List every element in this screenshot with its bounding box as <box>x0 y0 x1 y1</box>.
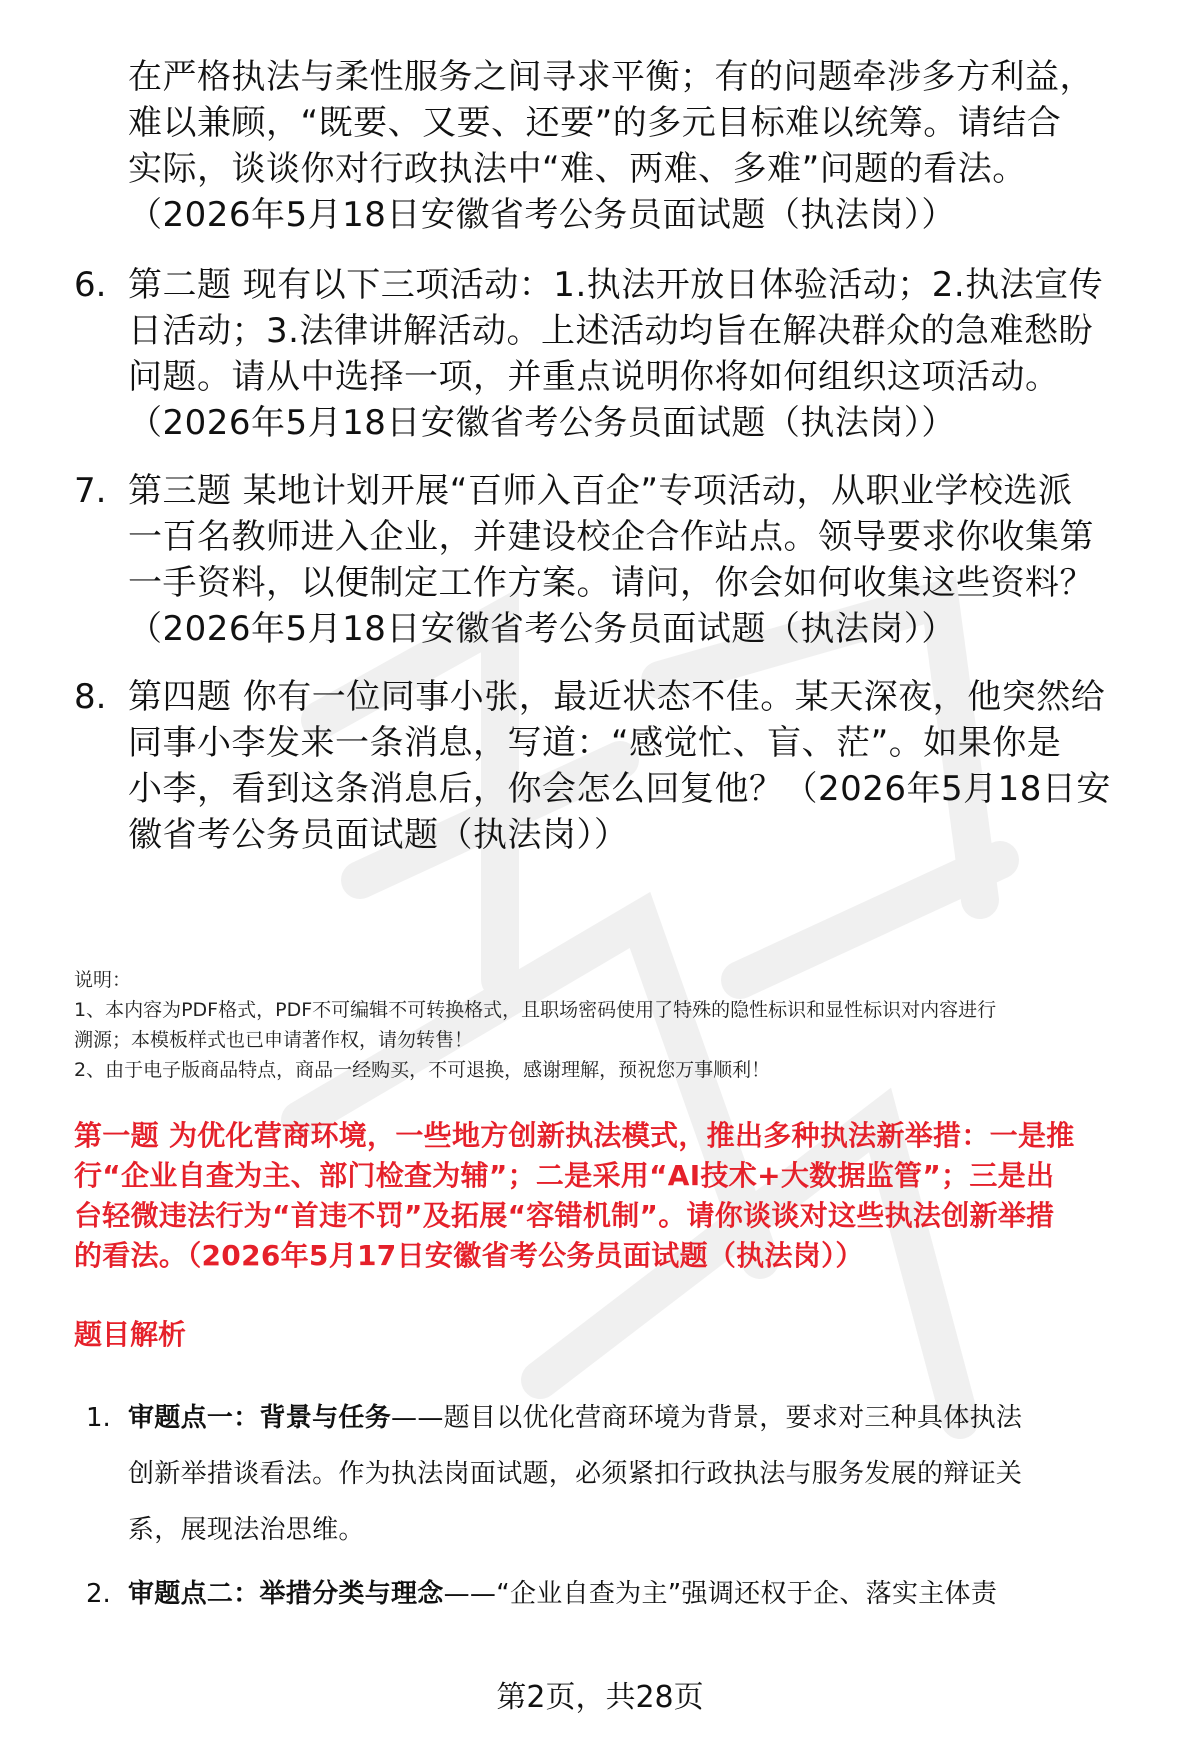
analysis-item-number: 2. <box>86 1579 111 1609</box>
analysis-item-number: 1. <box>86 1403 111 1433</box>
question-number: 7. <box>74 471 107 511</box>
question-text-line: 第三题 某地计划开展“百师入百企”专项活动，从职业学校选派 <box>128 471 1073 511</box>
analysis-item-line: 系，展现法治思维。 <box>128 1515 365 1545</box>
question-text-line: 在严格执法与柔性服务之间寻求平衡；有的问题牵涉多方利益， <box>128 57 1094 97</box>
notes-item-1-cont: 溯源；本模板样式也已申请著作权，请勿转售！ <box>74 1029 474 1051</box>
analysis-item-line: 创新举措谈看法。作为执法岗面试题，必须紧扣行政执法与服务发展的辩证关 <box>128 1459 1023 1489</box>
question-source-line: （2026年5月18日安徽省考公务员面试题（执法岗）） <box>128 609 956 649</box>
question-text-line: 难以兼顾，“既要、又要、还要”的多元目标难以统筹。请结合 <box>128 103 1062 143</box>
analysis-heading: 题目解析 <box>74 1318 187 1351</box>
question-source-line: （2026年5月18日安徽省考公务员面试题（执法岗）） <box>128 195 956 235</box>
page-footer: 第2页，共28页 <box>496 1680 704 1715</box>
question-text-line: 一百名教师进入企业，并建设校企合作站点。领导要求你收集第 <box>128 517 1094 557</box>
question-source-line: （2026年5月18日安徽省考公务员面试题（执法岗）） <box>128 403 956 443</box>
analysis-item-title: 审题点二：举措分类与理念 <box>128 1579 444 1609</box>
analysis-item-line <box>128 1566 1148 1622</box>
analysis-item-line <box>128 1390 1148 1446</box>
question-number: 6. <box>74 265 107 305</box>
red-question-line: 台轻微违法行为“首违不罚”及拓展“容错机制”。请你谈谈对这些执法创新举措 <box>74 1199 1055 1232</box>
notes-item-1: 1、本内容为PDF格式，PDF不可编辑不可转换格式，且职场密码使用了特殊的隐性标识和显性标识对内容进行 <box>74 999 997 1021</box>
red-question-line: 行“企业自查为主、部门检查为辅”；二是采用“AI技术+大数据监管”；三是出 <box>74 1159 1055 1192</box>
question-text-line: 日活动；3.法律讲解活动。上述活动均旨在解决群众的急难愁盼 <box>128 311 1093 351</box>
question-text-line: 徽省考公务员面试题（执法岗）） <box>128 815 629 855</box>
question-number: 8. <box>74 677 107 717</box>
notes-heading: 说明： <box>74 969 132 991</box>
question-text-line: 实际，谈谈你对行政执法中“难、两难、多难”问题的看法。 <box>128 149 1027 189</box>
question-text-line: 第二题 现有以下三项活动：1.执法开放日体验活动；2.执法宣传 <box>128 265 1104 305</box>
analysis-item-title: 审题点一：背景与任务 <box>128 1403 392 1433</box>
question-text-line: 第四题 你有一位同事小张，最近状态不佳。某天深夜，他突然给 <box>128 677 1106 717</box>
analysis-item-text: ——“企业自查为主”强调还权于企、落实主体责 <box>443 1579 998 1609</box>
question-text-line: 问题。请从中选择一项，并重点说明你将如何组织这项活动。 <box>128 357 1060 397</box>
question-text-line: 同事小李发来一条消息，写道：“感觉忙、盲、茫”。如果你是 <box>128 723 1062 763</box>
red-question-line: 的看法。（2026年5月17日安徽省考公务员面试题（执法岗）） <box>74 1239 864 1272</box>
question-text-line: 一手资料，以便制定工作方案。请问，你会如何收集这些资料？ <box>128 563 1094 603</box>
question-text-line: 小李，看到这条消息后，你会怎么回复他？（2026年5月18日安 <box>128 769 1111 809</box>
notes-item-2: 2、由于电子版商品特点，商品一经购买，不可退换，感谢理解，预祝您万事顺利！ <box>74 1059 771 1081</box>
red-question-line: 第一题 为优化营商环境，一些地方创新执法模式，推出多种执法新举措：一是推 <box>74 1119 1075 1152</box>
analysis-item-text: ——题目以优化营商环境为背景，要求对三种具体执法 <box>391 1403 1023 1433</box>
